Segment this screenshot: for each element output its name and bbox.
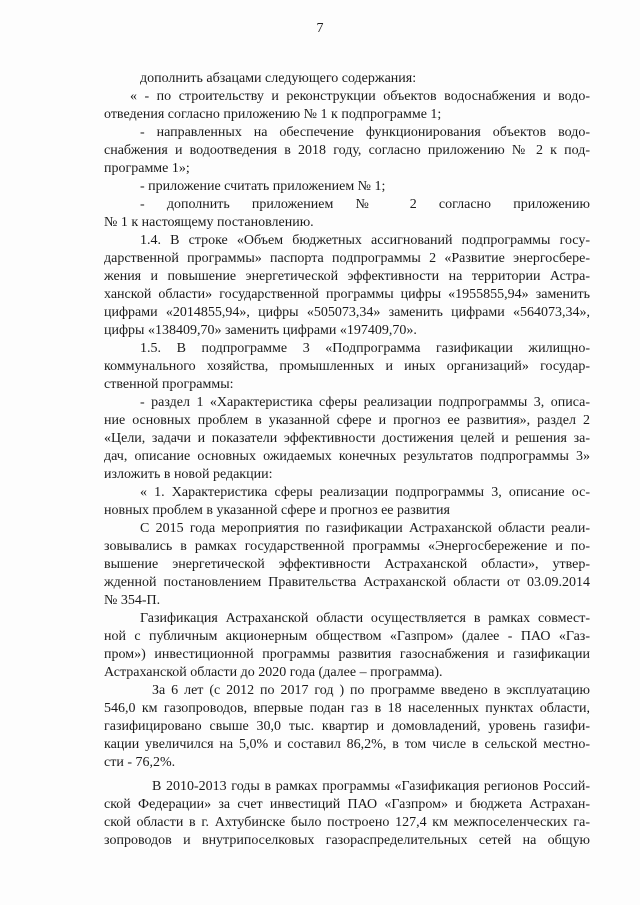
text-line: цифрами «2014855,94», цифры «505073,34» заменить цифрами «564073,34», — [104, 305, 590, 320]
text-line: - приложение считать приложением № 1; — [140, 179, 386, 194]
text-line: - направленных на обеспечение функционирования объектов водо- — [140, 125, 590, 140]
text-line: сти - 76,2%. — [104, 755, 176, 770]
text-line: С 2015 года мероприятия по газификации Астраханской области реали- — [140, 521, 590, 536]
text-line: ной с публичным акционерным обществом «Газпром» (далее - ПАО «Газ- — [104, 629, 590, 644]
text-line: изложить в новой редакции: — [104, 467, 273, 482]
text-line: 1.5. В подпрограмме 3 «Подпрограмма газификации жилищно- — [140, 341, 590, 356]
text-line: « - по строительству и реконструкции объектов водоснабжения и водо- — [130, 89, 590, 104]
text-line: дополнить абзацами следующего содержания: — [140, 71, 417, 86]
text-line: снабжения и водоотведения в 2018 году, согласно приложению № 2 к под- — [104, 143, 590, 158]
text-line: 546,0 км газопроводов, впервые подан газ в 18 населенных пунктах области, — [104, 701, 590, 716]
text-line: дач, описание основных ожидаемых конечных результатов подпрограммы 3» — [104, 449, 590, 464]
text-line: 1.4. В строке «Объем бюджетных ассигнований подпрограммы госу- — [140, 233, 590, 248]
text-line: ханской области» государственной программы цифры «1955855,94» заменить — [104, 287, 590, 302]
text-line: ственной программы: — [104, 377, 234, 392]
text-line: кации увеличился на 5,0% и составил 86,2%, в том числе в сельской местно- — [104, 737, 590, 752]
text-line: Астраханской области до 2020 года (далее – программа). — [104, 665, 443, 680]
text-line: дарственной программы» паспорта подпрограммы 2 «Развитие энергосбере- — [104, 251, 590, 266]
text-line: № 354-П. — [104, 593, 161, 608]
text-line: коммунального хозяйства, промышленных и иных организаций» государ- — [104, 359, 590, 374]
text-line: За 6 лет (с 2012 по 2017 год ) по программе введено в эксплуатацию — [152, 683, 590, 698]
text-line: Газификация Астраханской области осуществляется в рамках совмест- — [140, 611, 590, 626]
text-line: «Цели, задачи и показатели эффективности достижения целей и решения за- — [104, 431, 590, 446]
text-line: цифры «138409,70» заменить цифрами «197409,70». — [104, 323, 417, 338]
text-line: В 2010-2013 годы в рамках программы «Газификация регионов Россий- — [152, 779, 590, 794]
text-line: газифицировано свыше 30,0 тыс. квартир и домовладений, уровень газифи- — [104, 719, 590, 734]
text-line: зопроводов и внутрипоселковых газораспределительных сетей на общую — [104, 833, 590, 848]
text-line: пром») инвестиционной программы развития газоснабжения и газификации — [104, 647, 590, 662]
text-line: ние основных проблем в указанной сфере и прогноз ее развития», раздел 2 — [104, 413, 590, 428]
text-line: ской области в г. Ахтубинске было построено 127,4 км межпоселенческих га- — [104, 815, 590, 830]
text-line: - дополнить приложением № 2 согласно приложению — [140, 197, 590, 212]
text-line: ской Федерации» за счет инвестиций ПАО «Газпром» и бюджета Астрахан- — [104, 797, 590, 812]
text-line: № 1 к настоящему постановлению. — [104, 215, 314, 230]
text-line: жения и повышение энергетической эффективности на территории Астра- — [104, 269, 590, 284]
text-line: - раздел 1 «Характеристика сферы реализации подпрограммы 3, описа- — [140, 395, 590, 410]
text-line: жденной постановлением Правительства Астраханской области от 03.09.2014 — [104, 575, 590, 590]
text-line: отведения согласно приложению № 1 к подпрограмме 1; — [104, 107, 442, 122]
text-line: вышение энергетической эффективности Астраханской области», утвер- — [104, 557, 590, 572]
page-number: 7 — [316, 21, 324, 36]
text-line: программе 1»; — [104, 161, 190, 176]
text-line: зовывались в рамках государственной программы «Энергосбережение и по- — [104, 539, 590, 554]
text-line: новных проблем в указанной сфере и прогноз ее развития — [104, 503, 450, 518]
text-line: « 1. Характеристика сферы реализации подпрограммы 3, описание ос- — [140, 485, 590, 500]
